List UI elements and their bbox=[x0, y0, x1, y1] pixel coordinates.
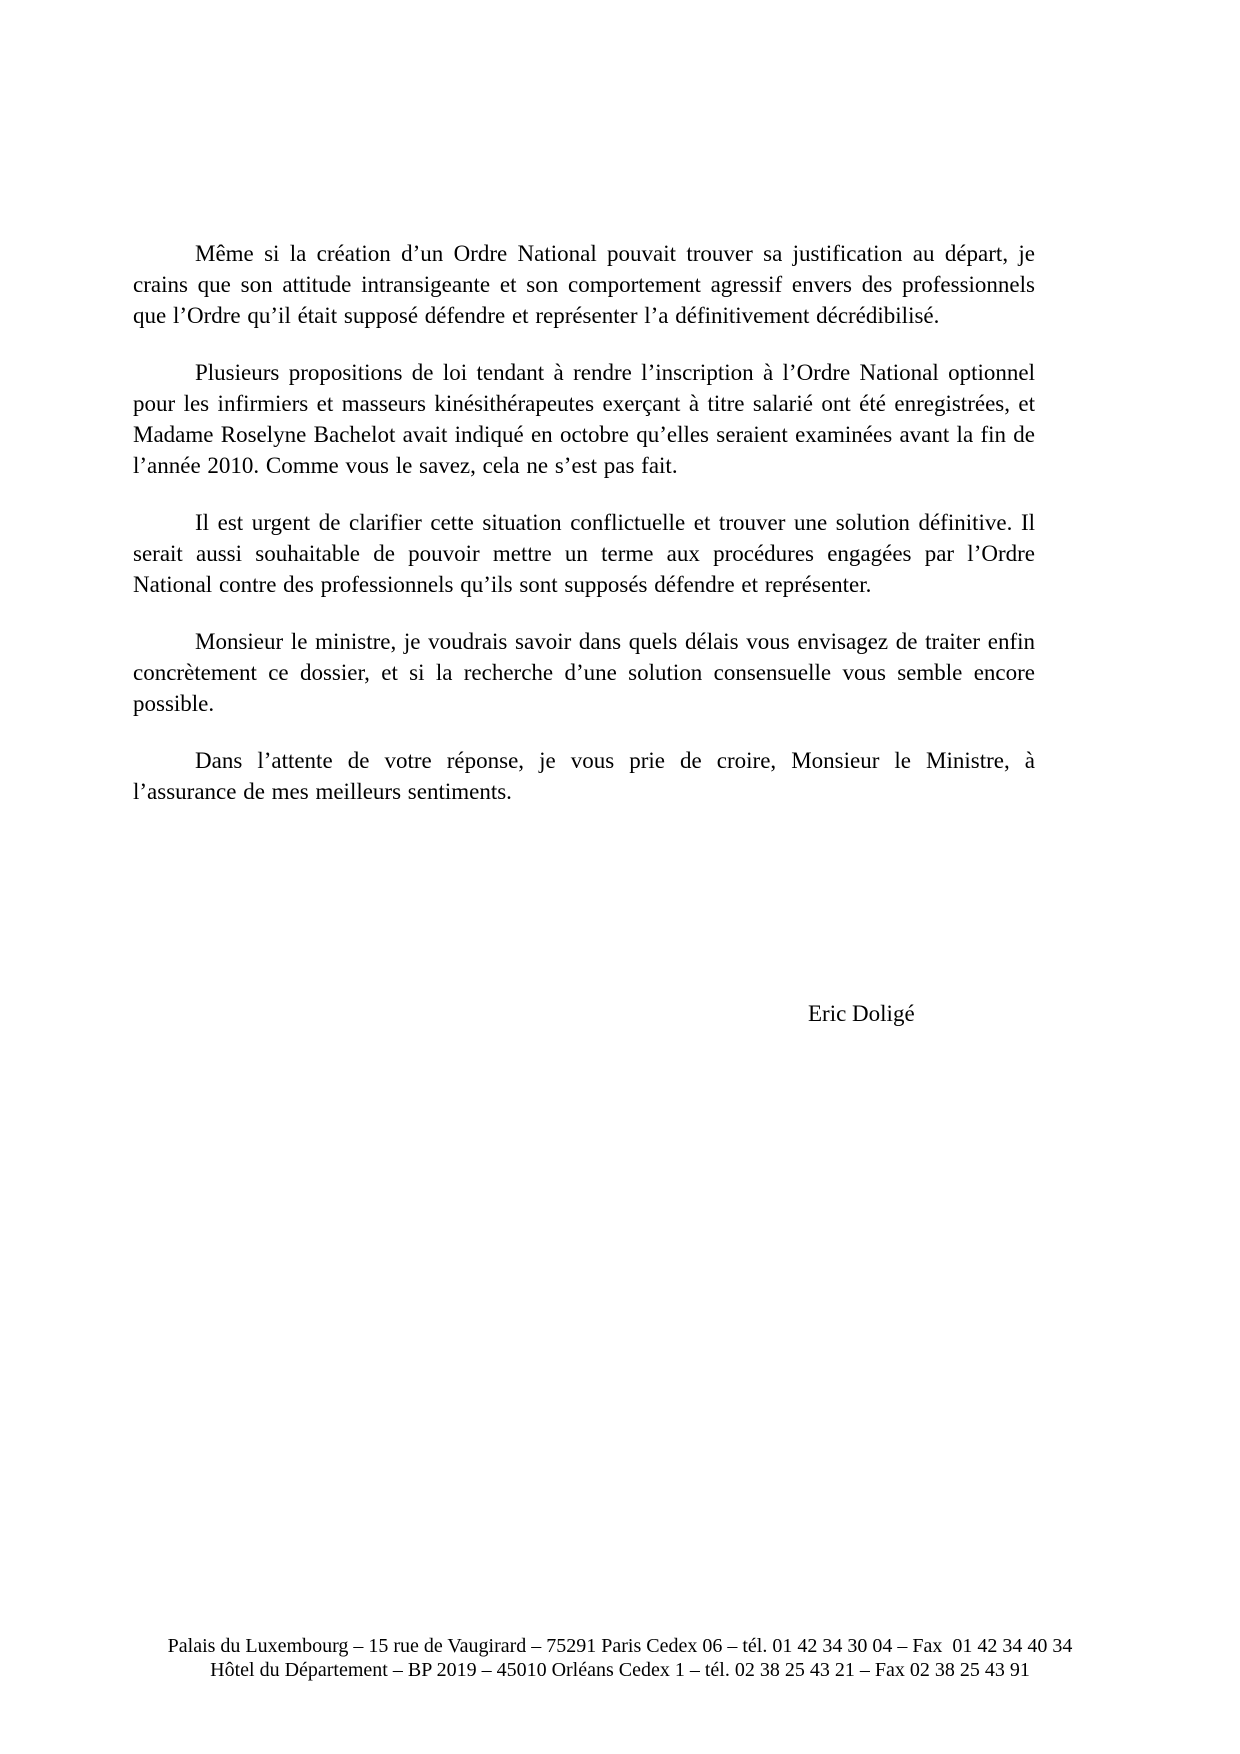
letter-paragraph-2: Plusieurs propositions de loi tendant à rendre l’inscription à l’Ordre National optionnel pour les infirmiers et masseurs kinésithérapeutes exerçant à titre salarié ont été enregistrées, et Madame Roselyne Bachelot avait indiqué en octobre qu’elles seraient examinées avant la fin de l’année 2010. Comme vous le savez, cela ne s’est pas fait. bbox=[133, 360, 1035, 478]
letter-paragraph-5: Dans l’attente de votre réponse, je vous prie de croire, Monsieur le Ministre, à l’assurance de mes meilleurs sentiments. bbox=[133, 748, 1035, 804]
footer-address-line-1: Palais du Luxembourg – 15 rue de Vaugirard – 75291 Paris Cedex 06 – tél. 01 42 34 30 04 – Fax 01 42 34 40 34 bbox=[167, 1635, 1073, 1657]
letter-body bbox=[133, 238, 1035, 833]
letter-paragraph-4: Monsieur le ministre, je voudrais savoir dans quels délais vous envisagez de traiter enfin concrètement ce dossier, et si la recherche d’une solution consensuelle vous semble encore possible. bbox=[133, 629, 1035, 716]
signature-name: Eric Doligé bbox=[808, 1001, 915, 1026]
letter-paragraph-3: Il est urgent de clarifier cette situation conflictuelle et trouver une solution définitive. Il serait aussi souhaitable de pouvoir mettre un terme aux procédures engagées par l’Ordre National contre des professionnels qu’ils sont supposés défendre et représenter. bbox=[133, 510, 1035, 597]
footer-address-line-2: Hôtel du Département – BP 2019 – 45010 Orléans Cedex 1 – tél. 02 38 25 43 21 – Fax 02 38 25 43 91 bbox=[210, 1659, 1030, 1681]
letter-footer bbox=[0, 1634, 1240, 1682]
letter-paragraph-1: Même si la création d’un Ordre National pouvait trouver sa justification au départ, je crains que son attitude intransigeante et son comportement agressif envers des professionnels que l’Ordre qu’il était supposé défendre et représenter l’a définitivement décrédibilisé. bbox=[133, 241, 1035, 328]
